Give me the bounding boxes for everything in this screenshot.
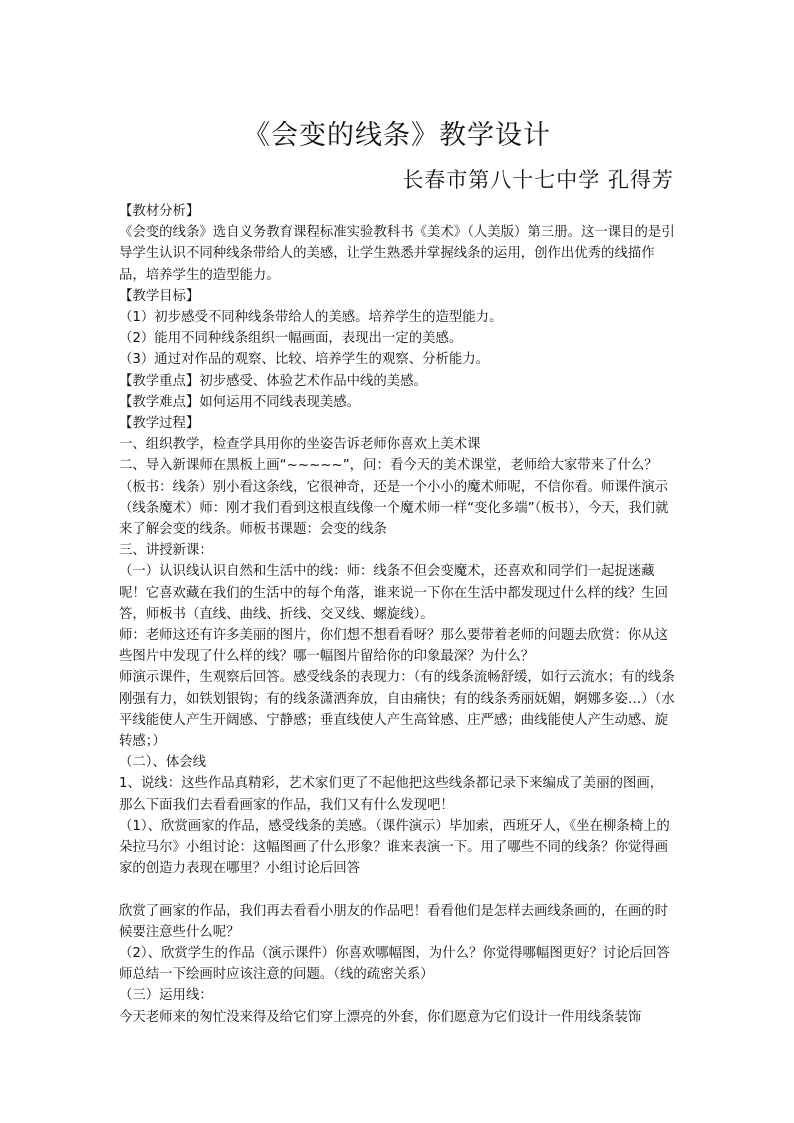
- objective-item: （2）能用不同种线条组织一幅画面，表现出一定的美感。: [119, 331, 463, 347]
- process-step: 三、讲授新课：: [119, 543, 213, 559]
- paragraph: （2）、欣赏学生的作品（演示课件）你喜欢哪幅图，为什么？你觉得哪幅图更好？讨论后回答师总结一下绘画时应该注意的问题。（线的疏密关系）: [119, 945, 670, 983]
- objective-item: （1）初步感受不同种线条带给人的美感。培养学生的造型能力。: [119, 310, 503, 326]
- section-heading-objectives: 【教学目标】: [119, 288, 200, 304]
- paragraph: （1）、欣赏画家的作品，感受线条的美感。（课件演示）毕加索，西班牙人，《坐在柳条椅上的朵拉马尔》小组讨论：这幅图画了什么形象？谁来表演一下。用了哪些不同的线条？你觉得画家的创造力表现在哪里？小组讨论后回答: [119, 818, 670, 877]
- paragraph: 师：老师这还有许多美丽的图片，你们想不想看看呀？那么要带着老师的问题去欣赏：你从这些图片中发现了什么样的线？哪一幅图片留给你的印象最深？为什么？: [119, 628, 669, 665]
- paragraph: 师演示课件，生观察后回答。感受线条的表现力：（有的线条流畅舒缓，如行云流水；有的线条刚强有力，如铁划银钩；有的线条潇洒奔放，自由痛快；有的线条秀丽妩媚，婀娜多姿…）（水平线能使人产生开阔感、宁静感；垂直线使人产生高耸感、庄严感；曲线能使人产生动感、旋转感；）: [119, 670, 675, 750]
- subsection-heading: （二）、体会线: [119, 755, 207, 771]
- objective-item: （3）通过对作品的观察、比较、培养学生的观察、分析能力。: [119, 352, 490, 368]
- paragraph-material-analysis: 《会变的线条》选自义务教育课程标准实验教科书《美术》（人美版）第三册。这一课目的是引导学生认识不同种线条带给人的美感，让学生熟悉并掌握线条的运用，创作出优秀的线描作品，培养学生的造型能力。: [119, 225, 675, 283]
- subsection-heading: （三）运用线：: [119, 988, 213, 1004]
- process-step: 一、组织教学，检查学具用你的坐姿告诉老师你喜欢上美术课: [119, 437, 481, 453]
- document-author: 长春市第八十七中学 孔得芳: [402, 168, 674, 192]
- difficulty-line: 【教学难点】如何运用不同线表现美感。: [119, 394, 361, 410]
- process-step: 二、导入新课师在黑板上画“~~~~~”，问：看今天的美术课堂，老师给大家带来了什么？（板书：线条）别小看这条线，它很神奇，还是一个小小的魔术师呢，不信你看。师课件演示（线条魔术）师：刚才我们看到这根直线像一个魔术师一样“变化多端”（板书），今天，我们就来了解会变的线条。师板书课题：会变的线条: [119, 458, 669, 538]
- paragraph: （一）认识线认识自然和生活中的线：师：线条不但会变魔术，还喜欢和同学们一起捉迷藏呢！它喜欢藏在我们的生活中的每个角落，谁来说一下你在生活中都发现过什么样的线？生回答，师板书（直线、曲线、折线、交叉线、螺旋线）。: [119, 564, 669, 622]
- key-point-line: 【教学重点】初步感受、体验艺术作品中线的美感。: [119, 373, 427, 389]
- blank-line: [119, 880, 675, 901]
- document-body: [119, 201, 675, 1028]
- section-heading-material-analysis: 【教材分析】: [119, 204, 200, 219]
- paragraph: 欣赏了画家的作品，我们再去看看小朋友的作品吧！看看他们是怎样去画线条画的，在画的时候要注意些什么呢？: [119, 903, 669, 940]
- section-heading-process: 【教学过程】: [119, 416, 200, 432]
- paragraph: 1、说线：这些作品真精彩，艺术家们更了不起他把这些线条都记录下来编成了美丽的图画，那么下面我们去看看画家的作品，我们又有什么发现吧！: [119, 776, 664, 813]
- document-title: 《会变的线条》教学设计: [243, 120, 551, 151]
- paragraph: 今天老师来的匆忙没来得及给它们穿上漂亮的外套，你们愿意为它们设计一件用线条装饰: [119, 1009, 642, 1025]
